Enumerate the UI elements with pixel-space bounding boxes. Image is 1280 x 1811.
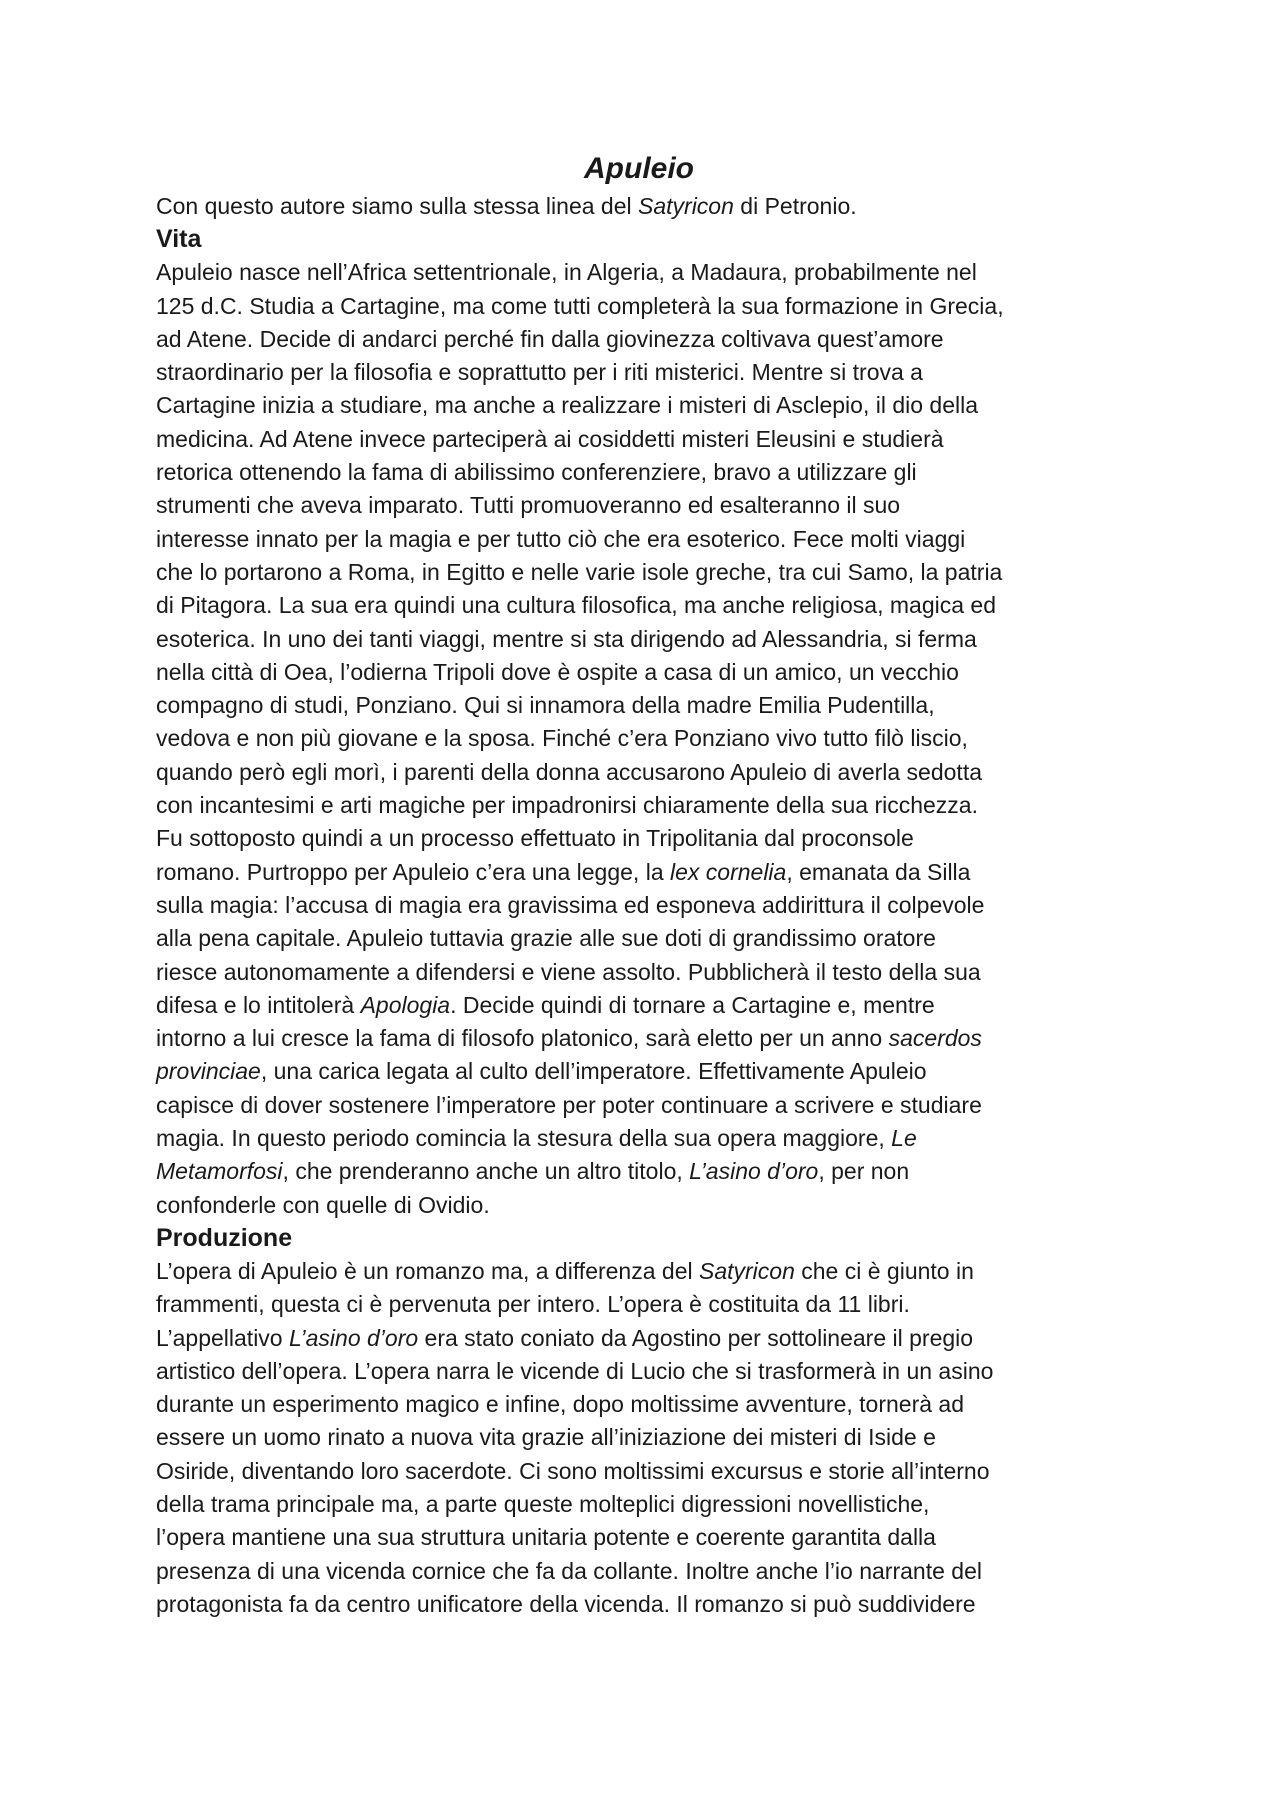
text-run: magia. In questo periodo comincia la stesura della sua opera maggiore,	[156, 1125, 892, 1152]
text-run: essere un uomo rinato a nuova vita grazie all’iniziazione dei misteri di Iside e	[156, 1424, 936, 1451]
text-run: straordinario per la filosofia e soprattutto per i riti misterici. Mentre si trova a	[156, 359, 923, 386]
text-run: Con questo autore siamo sulla stessa linea del	[156, 193, 639, 219]
text-line	[156, 256, 1122, 289]
text-line	[156, 956, 1122, 989]
text-run: Cartagine inizia a studiare, ma anche a realizzare i misteri di Asclepio, il dio della	[156, 392, 979, 419]
text-run: , emanata da Silla	[786, 858, 971, 885]
text-line	[156, 1089, 1122, 1122]
text-run: romano. Purtroppo per Apuleio c’era una legge, la	[156, 858, 670, 885]
text-line	[156, 1588, 1122, 1621]
text-run-italic: Satyricon	[699, 1257, 795, 1284]
text-line	[156, 523, 1122, 556]
sections-container	[156, 223, 1122, 1621]
text-line	[156, 423, 1122, 456]
text-line	[156, 456, 1122, 489]
text-line	[156, 489, 1122, 522]
text-run: nella città di Oea, l’odierna Tripoli dove è ospite a casa di un amico, un vecchio	[156, 658, 959, 685]
text-run: retorica ottenendo la fama di abilissimo conferenziere, bravo a utilizzare gli	[156, 459, 917, 486]
text-run: artistico dell’opera. L’opera narra le vicende di Lucio che si trasformerà in un asino	[156, 1357, 994, 1384]
text-run: capisce di dover sostenere l’imperatore per poter continuare a scrivere e studiare	[156, 1091, 982, 1118]
text-run: medicina. Ad Atene invece parteciperà ai cosiddetti misteri Eleusini e studierà	[156, 425, 944, 452]
text-line	[156, 689, 1122, 722]
text-run: strumenti che aveva imparato. Tutti promuoveranno ed esalteranno il suo	[156, 492, 901, 519]
text-line	[156, 922, 1122, 955]
text-run-italic: Apologia	[360, 991, 451, 1018]
text-line	[156, 1022, 1122, 1055]
text-run-italic: Metamorfosi	[156, 1158, 283, 1185]
text-run: confonderle con quelle di Ovidio.	[156, 1191, 490, 1218]
text-line	[156, 290, 1122, 323]
text-line	[156, 389, 1122, 422]
text-line	[156, 623, 1122, 656]
text-line	[156, 1122, 1122, 1155]
text-run-italic: Satyricon	[638, 193, 734, 219]
text-run: L’appellativo	[156, 1324, 289, 1351]
text-line	[156, 589, 1122, 622]
intro-line	[156, 190, 1122, 223]
text-line	[156, 1521, 1122, 1554]
text-run: , che prenderanno anche un altro titolo,	[282, 1158, 690, 1185]
text-line	[156, 556, 1122, 589]
text-run-italic: Le	[891, 1125, 917, 1152]
text-line	[156, 323, 1122, 356]
text-run: . Decide quindi di tornare a Cartagine e, mentre	[450, 991, 935, 1018]
text-run: quando però egli morì, i parenti della donna accusarono Apuleio di averla sedotta	[156, 758, 983, 785]
text-run: Fu sottoposto quindi a un processo effettuato in Tripolitania dal proconsole	[156, 825, 914, 852]
text-run: alla pena capitale. Apuleio tuttavia grazie alle sue doti di grandissimo oratore	[156, 925, 936, 952]
text-line	[156, 989, 1122, 1022]
section-paragraph	[156, 1255, 1122, 1621]
text-run: difesa e lo intitolerà	[156, 991, 361, 1018]
document-page	[156, 150, 1122, 1621]
text-run: di Pitagora. La sua era quindi una cultura filosofica, ma anche religiosa, magica ed	[156, 592, 996, 619]
section-paragraph	[156, 256, 1122, 1222]
text-line	[156, 1355, 1122, 1388]
text-run: vedova e non più giovane e la sposa. Finché c’era Ponziano vivo tutto filò liscio,	[156, 725, 968, 752]
text-run: Apuleio nasce nell’Africa settentrionale, in Algeria, a Madaura, probabilmente nel	[156, 259, 977, 286]
text-line	[156, 1189, 1122, 1222]
text-run: presenza di una vicenda cornice che fa da collante. Inoltre anche l’io narrante del	[156, 1557, 982, 1584]
text-line	[156, 656, 1122, 689]
text-run: era stato coniato da Agostino per sottolineare il pregio	[418, 1324, 974, 1351]
text-line	[156, 722, 1122, 755]
text-run-italic: L’asino d’oro	[689, 1158, 819, 1185]
text-run-italic: sacerdos	[888, 1025, 982, 1052]
text-run: con incantesimi e arti magiche per impadronirsi chiaramente della sua ricchezza.	[156, 792, 978, 819]
text-line	[156, 1421, 1122, 1454]
text-line	[156, 1255, 1122, 1288]
text-run: esoterica. In uno dei tanti viaggi, mentre si sta dirigendo ad Alessandria, si ferma	[156, 625, 977, 652]
text-run: , per non	[818, 1158, 910, 1185]
section-heading: Vita	[156, 225, 202, 254]
text-run: che ci è giunto in	[794, 1257, 974, 1284]
text-run: protagonista fa da centro unificatore della vicenda. Il romanzo si può suddividere	[156, 1590, 976, 1617]
text-run-italic: L’asino d’oro	[289, 1324, 419, 1351]
text-line	[156, 1322, 1122, 1355]
section-heading: Produzione	[156, 1223, 293, 1252]
text-line	[156, 1155, 1122, 1188]
text-run: frammenti, questa ci è pervenuta per intero. L’opera è costituita da 11 libri.	[156, 1291, 910, 1318]
text-run: l’opera mantiene una sua struttura unitaria potente e coerente garantita dalla	[156, 1524, 936, 1551]
text-line	[156, 356, 1122, 389]
text-run: durante un esperimento magico e infine, dopo moltissime avventure, tornerà ad	[156, 1391, 965, 1418]
text-run: L’opera di Apuleio è un romanzo ma, a differenza del	[156, 1257, 699, 1284]
text-line	[156, 1555, 1122, 1588]
text-line	[156, 856, 1122, 889]
text-run: compagno di studi, Ponziano. Qui si innamora della madre Emilia Pudentilla,	[156, 692, 935, 719]
text-run: Osiride, diventando loro sacerdote. Ci sono moltissimi excursus e storie all’interno	[156, 1457, 990, 1484]
text-run-italic: provinciae	[156, 1058, 261, 1085]
text-run: di Petronio.	[733, 193, 857, 219]
text-line	[156, 756, 1122, 789]
text-run: , una carica legata al culto dell’imperatore. Effettivamente Apuleio	[260, 1058, 927, 1085]
text-run: 125 d.C. Studia a Cartagine, ma come tutti completerà la sua formazione in Grecia,	[156, 292, 1004, 319]
text-line	[156, 1288, 1122, 1321]
text-line	[156, 1488, 1122, 1521]
text-line	[156, 1455, 1122, 1488]
text-run: che lo portarono a Roma, in Egitto e nelle varie isole greche, tra cui Samo, la patria	[156, 558, 1003, 585]
text-run-italic: lex cornelia	[670, 858, 787, 885]
text-run: intorno a lui cresce la fama di filosofo platonico, sarà eletto per un anno	[156, 1025, 889, 1052]
text-line	[156, 822, 1122, 855]
text-line	[156, 789, 1122, 822]
text-run: riesce autonomamente a difendersi e viene assolto. Pubblicherà il testo della sua	[156, 958, 981, 985]
intro-paragraph	[156, 190, 1122, 223]
text-run: sulla magia: l’accusa di magia era gravissima ed esponeva addirittura il colpevole	[156, 891, 985, 918]
text-line	[156, 1055, 1122, 1088]
text-run: ad Atene. Decide di andarci perché fin dalla giovinezza coltivava quest’amore	[156, 325, 944, 352]
text-run: interesse innato per la magia e per tutto ciò che era esoterico. Fece molti viaggi	[156, 525, 966, 552]
text-line	[156, 1388, 1122, 1421]
document-title: Apuleio	[584, 152, 694, 185]
text-run: della trama principale ma, a parte queste molteplici digressioni novellistiche,	[156, 1490, 930, 1517]
text-line	[156, 889, 1122, 922]
